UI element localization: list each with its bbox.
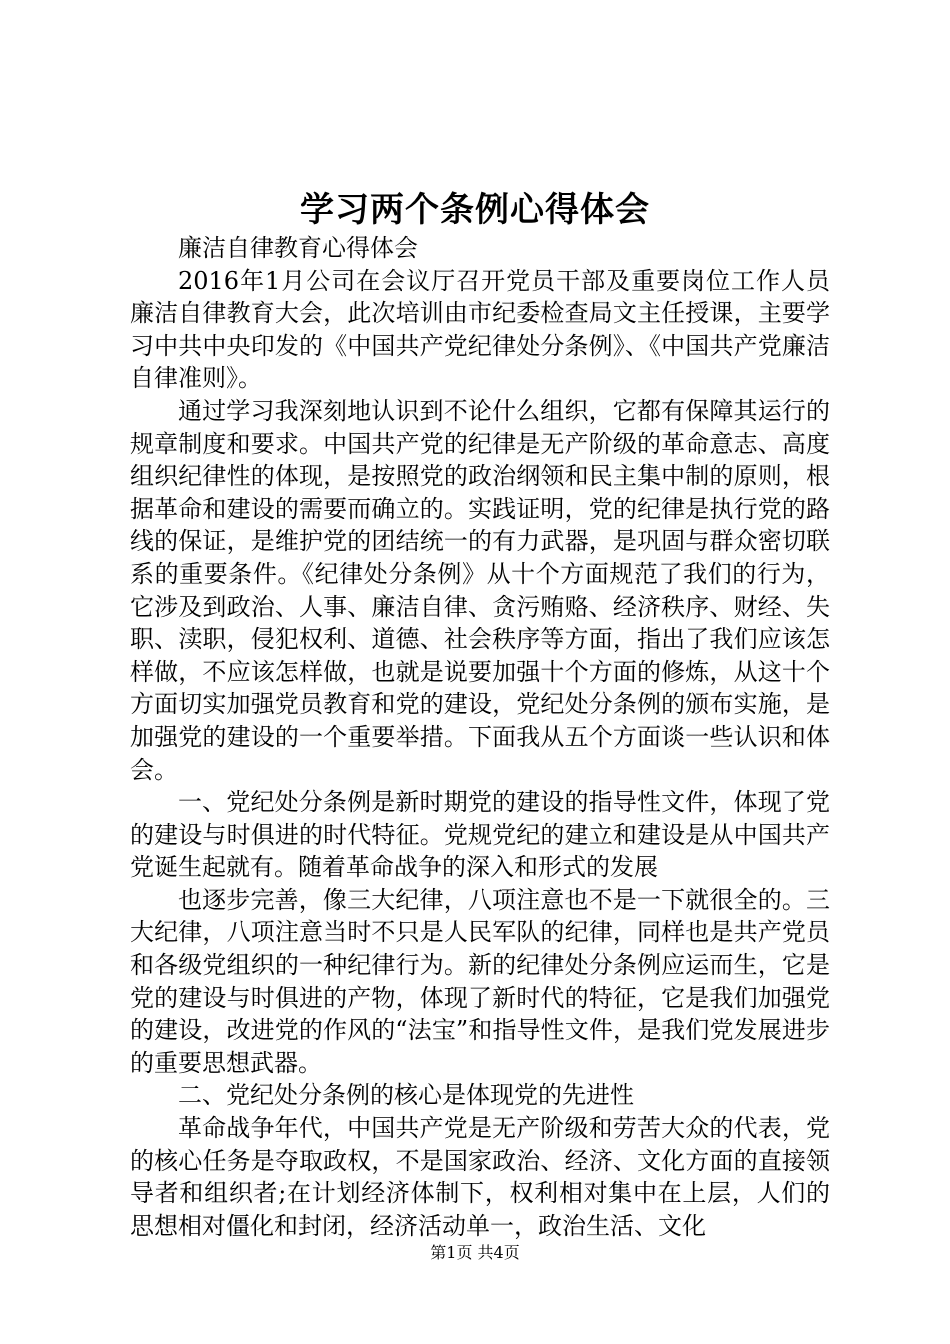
document-title: 学习两个条例心得体会 — [300, 190, 650, 230]
paragraph: 廉洁自律教育心得体会 — [178, 234, 418, 262]
paragraph: 2016年1月公司在会议厅召开党员干部及重要岗位工作人员廉洁自律教育大会，此次培训由市纪委检查局文主任授课，主要学习中共中央印发的《中国共产党纪律处分条例》、《中国共产党廉洁自律准则》。 — [130, 266, 830, 393]
paragraph: 二、党纪处分条例的核心是体现党的先进性 — [178, 1081, 634, 1110]
paragraph: 通过学习我深刻地认识到不论什么组织，它都有保障其运行的规章制度和要求。中国共产党的纪律是无产阶级的革命意志、高度组织纪律性的体现，是按照党的政治纲领和民主集中制的原则，根据革命和建设的需要而确立的。实践证明，党的纪律是执行党的路线的保证，是维护党的团结统一的有力武器，是巩固与群众密切联系的重要条件。《纪律处分条例》从十个方面规范了我们的行为，它涉及到政治、人事、廉洁自律、贪污贿赂、经济秩序、财经、失职、渎职，侵犯权利、道德、社会秩序等方面，指出了我们应该怎样做，不应该怎样做，也就是说要加强十个方面的修炼，从这十个方面切实加强党员教育和党的建设，党纪处分条例的颁布实施，是加强党的建设的一个重要举措。下面我从五个方面谈一些认识和体会。 — [130, 396, 830, 784]
page-number-footer: 第1页 共4页 — [430, 1243, 520, 1262]
paragraph: 一、党纪处分条例是新时期党的建设的指导性文件，体现了党的建设与时俱进的时代特征。党规党纪的建立和建设是从中国共产党诞生起就有。随着革命战争的深入和形式的发展 — [130, 788, 830, 882]
paragraph: 革命战争年代，中国共产党是无产阶级和劳苦大众的代表，党的核心任务是夺取政权，不是国家政治、经济、文化方面的直接领导者和组织者;在计划经济体制下，权利相对集中在上层，人们的思想相对僵化和封闭，经济活动单一，政治生活、文化 — [130, 1114, 830, 1240]
document-body — [130, 232, 830, 1242]
paragraph: 也逐步完善，像三大纪律，八项注意也不是一下就很全的。三大纪律，八项注意当时不只是人民军队的纪律，同样也是共产党员和各级党组织的一种纪律行为。新的纪律处分条例应运而生，它是党的建设与时俱进的产物，体现了新时代的特征，它是我们加强党的建设，改进党的作风的“法宝”和指导性文件，是我们党发展进步的重要思想武器。 — [130, 885, 830, 1077]
